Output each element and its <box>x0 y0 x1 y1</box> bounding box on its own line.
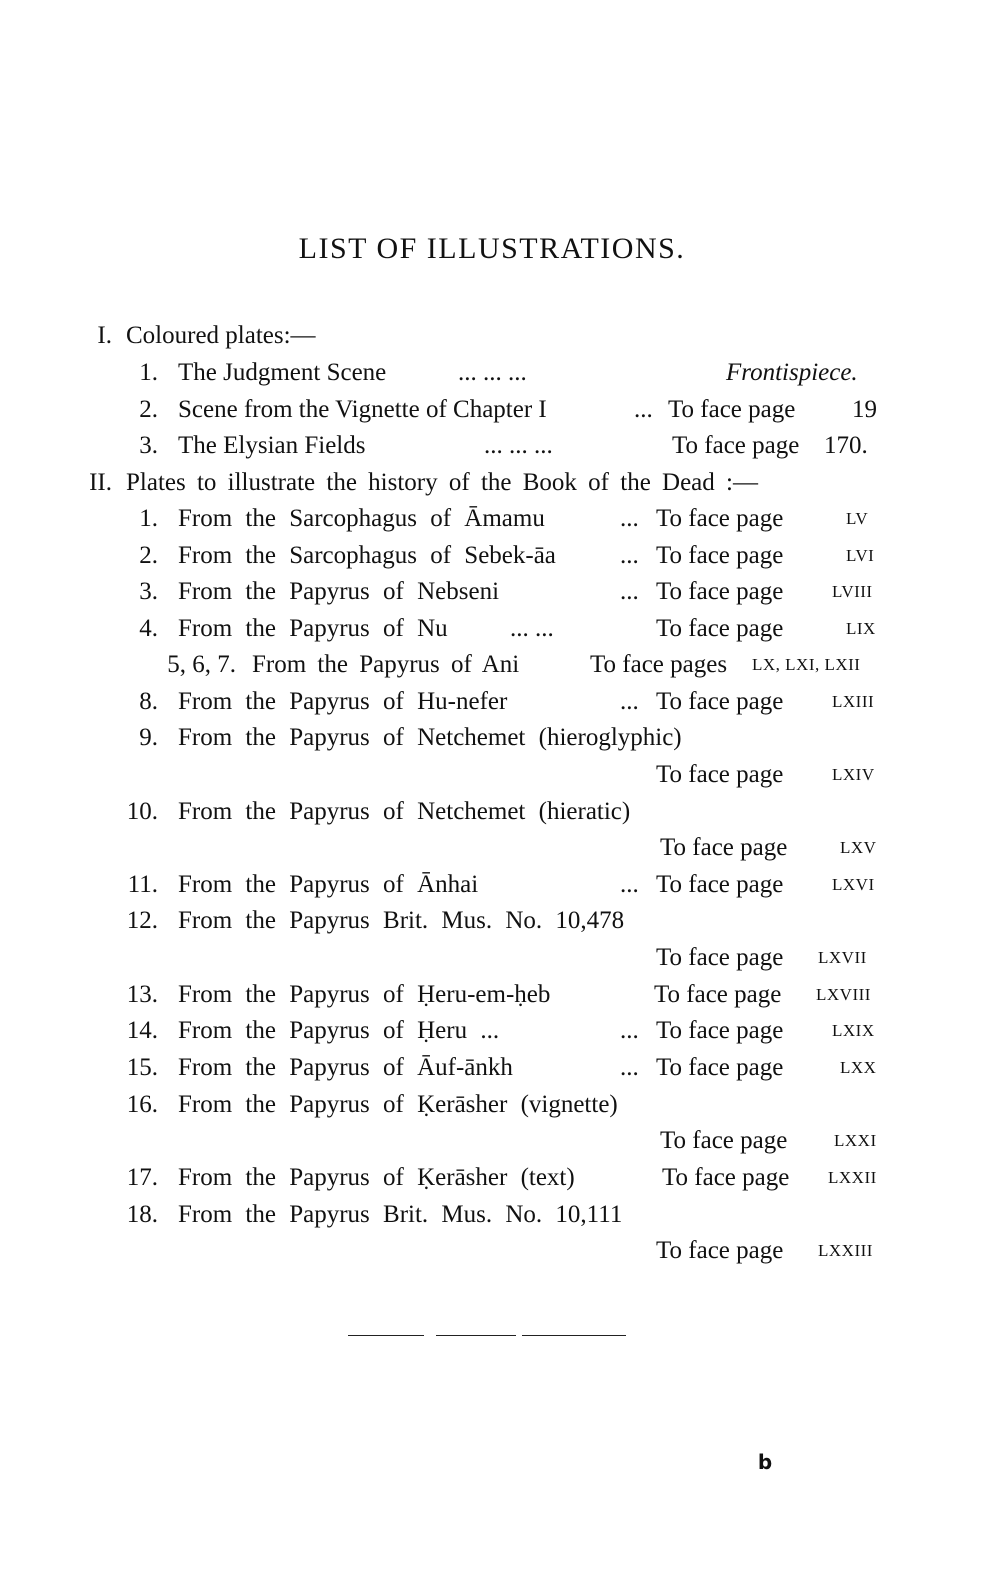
item-text: From the Papyrus of Nu <box>178 615 448 642</box>
item-number: 15. <box>126 1054 158 1081</box>
item-number: 16. <box>126 1091 158 1118</box>
section-number: I. <box>97 322 112 349</box>
page-number: LVIII <box>832 582 873 601</box>
rule-segment <box>348 1335 424 1336</box>
item-text: From the Papyrus of Ḳerāsher (text) <box>178 1164 575 1191</box>
face-page-label: To face page <box>656 688 784 715</box>
page-number: LXXII <box>828 1168 877 1187</box>
page-number: 19 <box>852 396 877 423</box>
item-text: From the Papyrus Brit. Mus. No. 10,478 <box>178 907 625 934</box>
list-item-continuation <box>0 1233 984 1269</box>
face-page-label: To face page <box>656 1054 784 1081</box>
item-number: 1. <box>139 359 158 386</box>
leader-dots: ... ... ... <box>484 432 553 459</box>
item-text: From the Papyrus of Ḳerāsher (vignette) <box>178 1091 618 1118</box>
rule-segment <box>436 1335 516 1336</box>
page-number: LXVII <box>818 948 867 967</box>
item-text: From the Papyrus of Netchemet (hieratic) <box>178 798 631 825</box>
leader-dots: ... <box>620 871 639 898</box>
leader-dots: ... <box>620 688 639 715</box>
list-item <box>0 1087 984 1123</box>
list-item <box>0 977 984 1013</box>
item-text: From the Papyrus of Āuf-ānkh <box>178 1054 513 1081</box>
leader-dots: ... <box>620 505 639 532</box>
face-page-label: To face page <box>662 1164 790 1191</box>
item-text: From the Papyrus of Ānhai <box>178 871 479 898</box>
list-item <box>0 1197 984 1233</box>
face-page-label: To face page <box>656 871 784 898</box>
face-page-label: To face page <box>672 432 800 459</box>
face-page-label: To face page <box>656 578 784 605</box>
face-page-label: To face page <box>668 396 796 423</box>
list-item <box>0 501 984 537</box>
face-page-label: To face page <box>656 1237 784 1264</box>
page-number: LVI <box>846 546 875 565</box>
page-number: LXVI <box>832 875 875 894</box>
page-number: LV <box>846 509 869 528</box>
page-number: LIX <box>846 619 876 638</box>
list-item-continuation <box>0 940 984 976</box>
section-heading <box>0 318 984 354</box>
page-number: LX, LXI, LXII <box>752 655 861 674</box>
item-number: 2. <box>139 396 158 423</box>
page-number: LXXIII <box>818 1241 873 1260</box>
section-heading-text: Plates to illustrate the history of the Book of the Dead :— <box>126 469 758 496</box>
item-text: The Elysian Fields <box>178 432 366 459</box>
list-item <box>0 611 984 647</box>
list-item <box>0 720 984 756</box>
item-text: From the Papyrus of Ḥeru-em-ḥeb <box>178 981 551 1008</box>
list-item <box>0 647 984 683</box>
list-item <box>0 1013 984 1049</box>
section-heading-text: Coloured plates:— <box>126 322 316 349</box>
item-number: 17. <box>126 1164 158 1191</box>
face-page-label: To face page <box>656 761 784 788</box>
page-number: LXV <box>840 838 877 857</box>
face-page-label: To face page <box>654 981 782 1008</box>
item-text: From the Sarcophagus of Sebek-āa <box>178 542 556 569</box>
page-number: LXIII <box>832 692 875 711</box>
face-page-label: To face page <box>656 1017 784 1044</box>
item-text: From the Papyrus of Nebseni <box>178 578 500 605</box>
page-number: LXVIII <box>816 985 871 1004</box>
section-number: II. <box>89 469 112 496</box>
page-number: LXX <box>840 1058 877 1077</box>
item-number: 1. <box>139 505 158 532</box>
face-page-label: To face page <box>660 834 788 861</box>
item-number: 4. <box>139 615 158 642</box>
page-number: LXXI <box>834 1131 877 1150</box>
item-text: From the Sarcophagus of Āmamu <box>178 505 545 532</box>
list-item-continuation <box>0 757 984 793</box>
item-text: Scene from the Vignette of Chapter I <box>178 396 547 423</box>
list-item <box>0 867 984 903</box>
leader-dots: ... <box>620 1017 639 1044</box>
item-text: From the Papyrus of Ḥeru ... <box>178 1017 500 1044</box>
list-item <box>0 428 984 464</box>
item-number: 3. <box>139 578 158 605</box>
item-number: 8. <box>139 688 158 715</box>
leader-dots: ... ... <box>510 615 554 642</box>
list-item <box>0 392 984 428</box>
section-heading <box>0 465 984 501</box>
item-text: From the Papyrus Brit. Mus. No. 10,111 <box>178 1201 623 1228</box>
signature-mark: b <box>757 1450 773 1474</box>
item-number: 12. <box>126 907 158 934</box>
list-item <box>0 355 984 391</box>
page-number: LXIX <box>832 1021 875 1040</box>
leader-dots: ... <box>620 542 639 569</box>
face-page-label: To face page <box>660 1127 788 1154</box>
item-number: 18. <box>126 1201 158 1228</box>
item-text: From the Papyrus of Netchemet (hieroglyphic) <box>178 724 682 751</box>
item-number: 3. <box>139 432 158 459</box>
item-number: 11. <box>127 871 158 898</box>
page-number: LXIV <box>832 765 875 784</box>
item-number: 2. <box>139 542 158 569</box>
list-item-continuation <box>0 830 984 866</box>
list-item-continuation <box>0 1123 984 1159</box>
item-text: From the Papyrus of Ani <box>252 651 520 678</box>
list-item <box>0 903 984 939</box>
leader-dots: ... ... ... <box>458 359 527 386</box>
item-number: 5, 6, 7. <box>167 651 236 678</box>
leader-dots: ... <box>634 396 653 423</box>
leader-dots: ... <box>620 1054 639 1081</box>
face-page-label: To face page <box>656 542 784 569</box>
list-item <box>0 1050 984 1086</box>
face-page-label: To face page <box>656 505 784 532</box>
list-item <box>0 794 984 830</box>
item-reference: Frontispiece. <box>726 359 858 386</box>
list-item <box>0 684 984 720</box>
list-item <box>0 538 984 574</box>
list-item <box>0 1160 984 1196</box>
face-page-label: To face pages <box>590 651 728 678</box>
item-number: 9. <box>139 724 158 751</box>
leader-dots: ... <box>620 578 639 605</box>
page-title: LIST OF ILLUSTRATIONS. <box>298 232 686 265</box>
list-item <box>0 574 984 610</box>
face-page-label: To face page <box>656 944 784 971</box>
face-page-label: To face page <box>656 615 784 642</box>
item-text: From the Papyrus of Hu-nefer <box>178 688 508 715</box>
item-number: 13. <box>126 981 158 1008</box>
rule-segment <box>522 1335 626 1336</box>
item-text: The Judgment Scene <box>178 359 387 386</box>
item-number: 14. <box>126 1017 158 1044</box>
item-number: 10. <box>126 798 158 825</box>
page-number: 170. <box>824 432 868 459</box>
